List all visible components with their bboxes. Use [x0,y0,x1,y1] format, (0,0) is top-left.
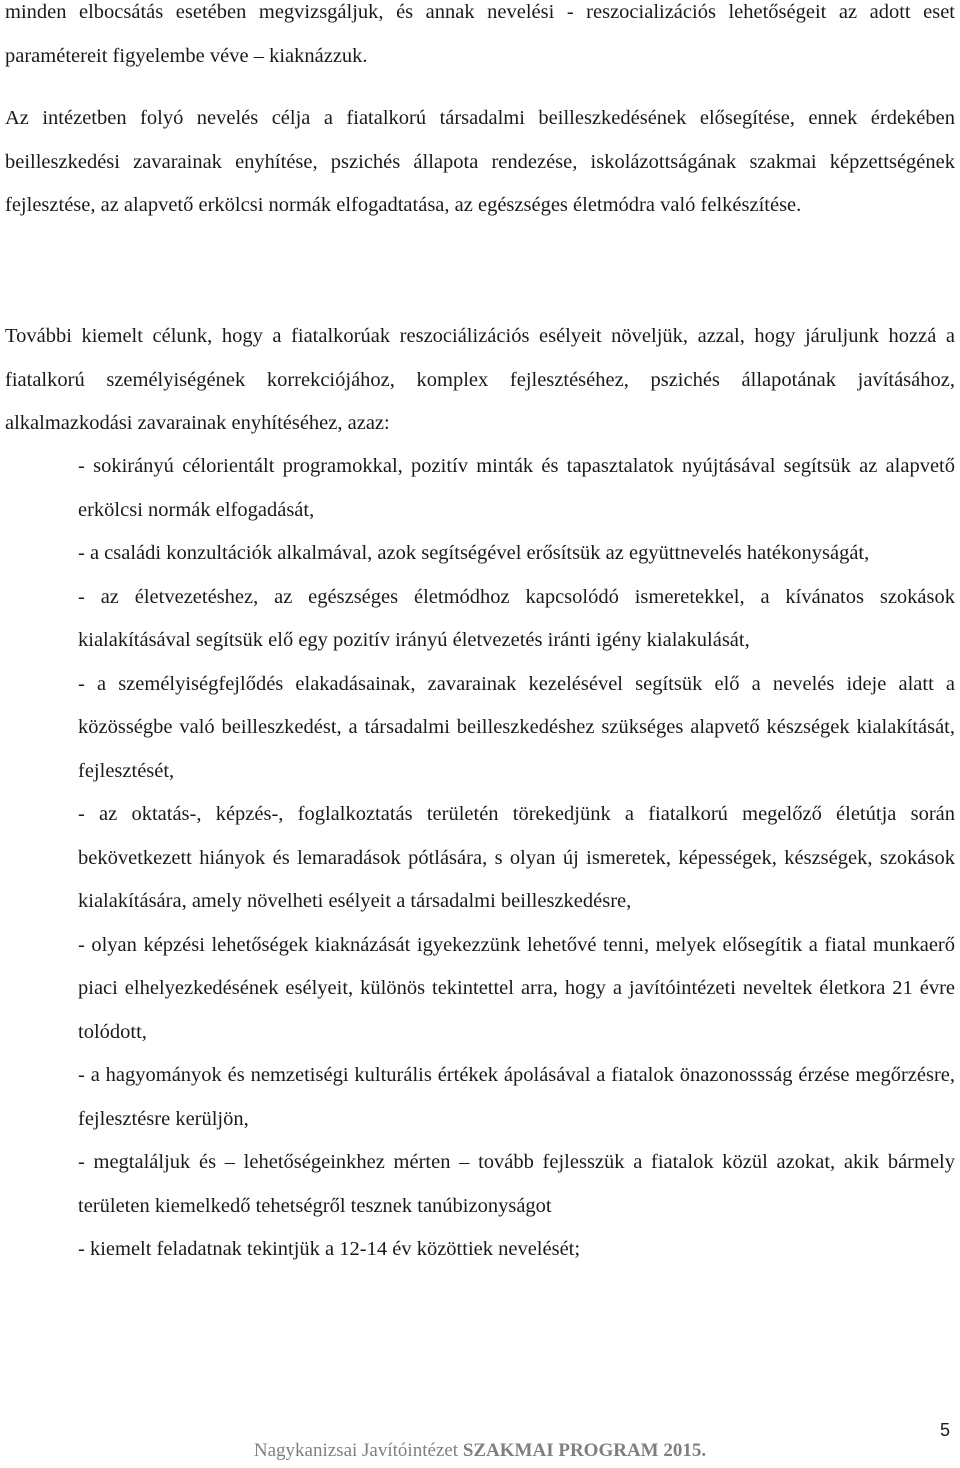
footer-institution: Nagykanizsai Javítóintézet [253,1440,459,1461]
paragraph-further-goals: További kiemelt célunk, hogy a fiatalkorúak reszociálizációs esélyeit növeljük, azzal, hogy járuljunk hozzá a fiatalkorú személyiségének korrekciójához, komplex fejlesztéséhez, pszichés állapotának javításához, alkalmazkodási zavarainak enyhítéséhez, azaz: [5,325,955,434]
page-footer [0,1440,960,1462]
list-item: - olyan képzési lehetőségek kiaknázását igyekezzünk lehetővé tenni, melyek elősegítik a fiatal munkaerő piaci elhelyezkedésének esélyeit, különös tekintettel arra, hogy a javítóintézeti neveltek életkora 21 évre tolódott, [78,933,955,1043]
paragraph-intro-continuation: minden elbocsátás esetében megvizsgáljuk, és annak nevelési - reszocializációs lehetőségeit az adott eset paramétereit figyelembe véve – kiaknázzuk. [5,1,955,67]
page-number: 5 [939,1420,950,1440]
list-item: - a hagyományok és nemzetiségi kulturális értékek ápolásával a fiatalok önazonossság érzése megőrzésre, fejlesztésre kerüljön, [78,1064,955,1130]
paragraph-education-goal: Az intézetben folyó nevelés célja a fiatalkorú társadalmi beilleszkedésének elősegítése, ennek érdekében beilleszkedési zavarainak enyhítése, pszichés állapota rendezése, iskolázottságának szakmai képzettségének fejlesztése, az alapvető erkölcsi normák elfogadtatása, az egészséges életmódra való felkészítése. [5,107,955,216]
list-item: - az oktatás-, képzés-, foglalkoztatás területén törekedjünk a fiatalkorú megelőző életútja során bekövetkezett hiányok és lemaradások pótlására, s olyan új ismeretek, képességek, készségek, szokások kialakítására, amely növelheti esélyeit a társadalmi beilleszkedésre, [78,803,955,912]
list-item: - az életvezetéshez, az egészséges életmódhoz kapcsolódó ismeretekkel, a kívánatos szokások kialakításával segítsük elő egy pozitív irányú életvezetés iránti igény kialakulását, [78,585,955,651]
goals-list [78,445,955,1272]
list-item: - megtaláljuk és – lehetőségeinkhez mérten – tovább fejlesszük a fiatalok közül azokat, akik bármely területen kiemelkedő tehetségről tesznek tanúbizonyságot [78,1151,955,1217]
list-item: - a családi konzultációk alkalmával, azok segítségével erősítsük az együttnevelés hatékonyságát, [78,542,870,564]
footer-program: SZAKMAI PROGRAM 2015. [462,1440,707,1461]
list-item: - kiemelt feladatnak tekintjük a 12-14 év közöttiek nevelését; [78,1238,581,1260]
list-item: - sokirányú célorientált programokkal, pozitív minták és tapasztalatok nyújtásával segítsük az alapvető erkölcsi normák elfogadását, [78,455,955,521]
list-item: - a személyiségfejlődés elakadásainak, zavarainak kezelésével segítsük elő a nevelés ideje alatt a közösségbe való beilleszkedést, a társadalmi beilleszkedéshez szükséges alapvető készségek kialakítását, fejlesztését, [78,672,955,782]
